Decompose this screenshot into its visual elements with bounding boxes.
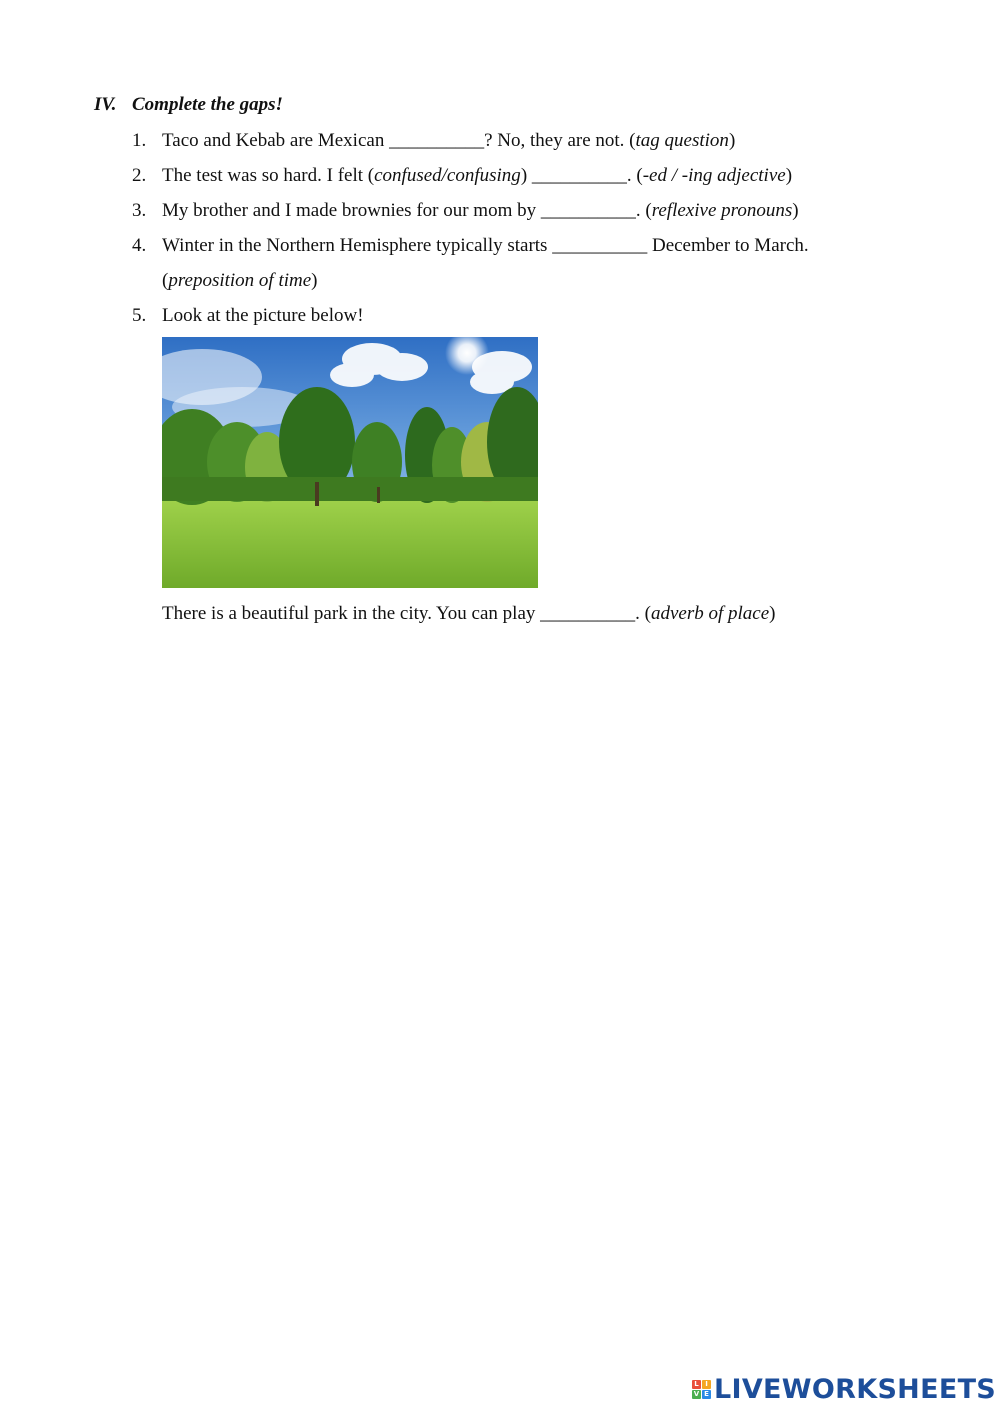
logo-blocks-icon [692,1380,711,1399]
question-text: ? No, they are not. ( [484,130,636,151]
question-text: Look at the picture below! [162,305,364,326]
answer-blank-5[interactable]: __________ [540,603,636,624]
question-text: . ( [626,165,643,186]
park-illustration [162,337,538,588]
logo-block: E [702,1390,711,1399]
hint: tag question [635,130,729,151]
question-4-continued [162,269,318,293]
question-text: . ( [635,603,651,624]
question-text: There is a beautiful park in the city. You can play [162,603,541,624]
hint-options: confused/confusing [374,165,521,186]
question-text: The test was so hard. I felt ( [162,165,375,186]
answer-blank-2[interactable]: __________ [531,165,627,186]
hint: -ed / -ing adjective [642,165,786,186]
question-text: My brother and I made brownies for our mom by [162,200,541,221]
logo-block: V [693,1389,700,1398]
question-number: 5. [132,305,147,326]
question-number: 2. [132,165,147,186]
question-text: ( [162,270,169,291]
section-heading [94,94,283,116]
question-text: ) [792,200,799,221]
hint: reflexive pronouns [651,200,793,221]
logo-block: I [702,1380,711,1389]
question-text: Taco and Kebab are Mexican [162,130,390,151]
question-number: 1. [132,130,147,151]
question-number: 4. [132,235,147,256]
question-5-caption [162,602,775,626]
question-4 [132,234,809,258]
hint: adverb of place [650,603,770,624]
lawn [162,499,538,588]
liveworksheets-logo [692,1372,996,1406]
question-2 [132,164,792,188]
logo-block: L [692,1380,701,1389]
question-5 [132,304,364,328]
question-text: ) [728,130,736,151]
question-1 [132,129,735,153]
answer-blank-1[interactable]: __________ [389,130,485,151]
question-text: ) [520,165,532,186]
question-text: ) [769,603,776,624]
question-text: ) [785,165,793,186]
park-picture [162,337,538,588]
question-text: ) [311,270,318,291]
question-3 [132,199,799,223]
question-text: December to March. [647,235,809,256]
question-text: Winter in the Northern Hemisphere typically starts [162,235,553,256]
hint: preposition of time [168,270,312,291]
question-number: 3. [132,200,147,221]
logo-text: LIVEWORKSHEETS [714,1373,997,1405]
section-title: Complete the gaps! [132,94,283,115]
answer-blank-4[interactable]: __________ [552,235,648,256]
section-number: IV. [94,94,117,115]
answer-blank-3[interactable]: __________ [540,200,636,221]
question-text: . ( [635,200,652,221]
